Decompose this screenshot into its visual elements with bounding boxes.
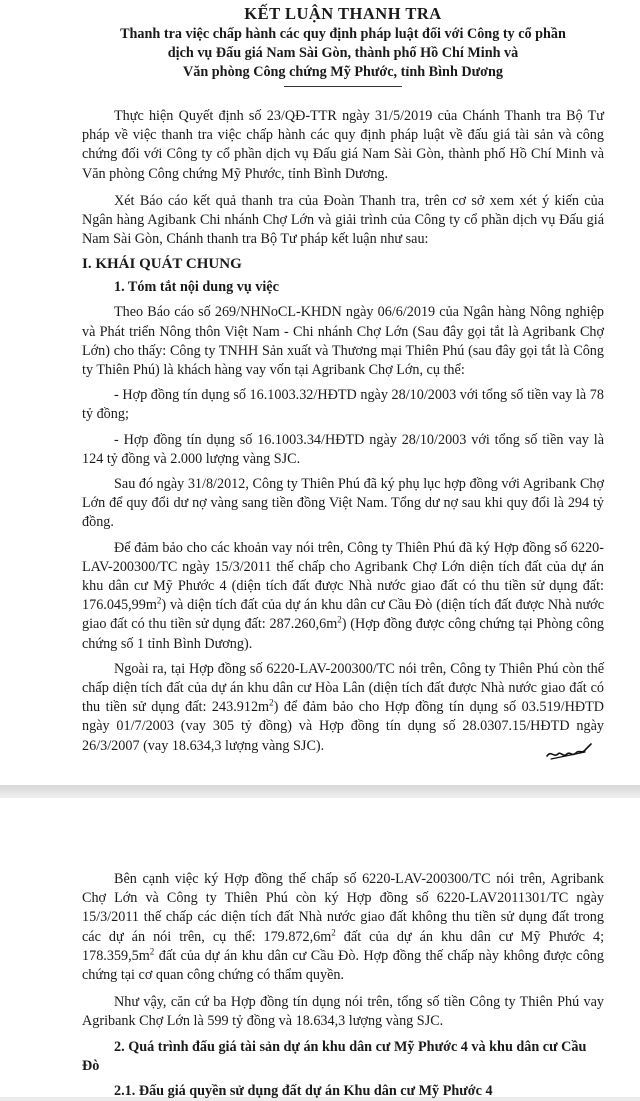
superscript: 2 (331, 926, 336, 937)
second-mortgage-paragraph (82, 870, 604, 985)
superscript: 2 (337, 614, 342, 625)
subsection-heading-2: 2. Quá trình đấu giá tài sản dự án khu dân cư Mỹ Phước 4 và khu dân cư Cầu Đò (82, 1038, 587, 1074)
subtitle-line: Thanh tra việc chấp hành các quy định pháp luật đối với Công ty cổ phần (120, 26, 566, 42)
second-mortgage-text-c: đất của dự án khu dân cư Cầu Đò. Hợp đồng thế chấp này không được công chứng tại cơ quan công chứng có thẩm quyền. (82, 947, 604, 984)
appendix-paragraph: Sau đó ngày 31/8/2012, Công ty Thiên Phú đã ký phụ lục hợp đồng với Agribank Chợ Lớn để quy đổi dư nợ vàng sang tiền đồng Việt Nam. Tổng dư nợ sau khi quy đổi là 294 tỷ đồng. (82, 476, 604, 531)
contract-item-2: - Hợp đồng tín dụng số 16.1003.34/HĐTD ngày 28/10/2003 với tổng số tiền vay là 124 tỷ đồng và 2.000 lượng vàng SJC. (82, 431, 604, 467)
subtitle-line: dịch vụ Đấu giá Nam Sài Gòn, thành phố Hồ Chí Minh và (167, 45, 519, 61)
signature-initial (545, 740, 593, 764)
title-underline (284, 86, 402, 87)
intro-paragraph: Thực hiện Quyết định số 23/QĐ-TTR ngày 31/5/2019 của Chánh Thanh tra Bộ Tư pháp về việc thanh tra việc chấp hành các quy định pháp luật về đấu giá tài sản và công chứng đối với Công ty cổ phần dịch vụ Đấu giá Nam Sài Gòn, thành phố Hồ Chí Minh và Văn phòng Công chứng Mỹ Phước, tỉnh Bình Dương. (82, 108, 604, 182)
superscript: 2 (156, 595, 162, 606)
total-loan-paragraph: Như vậy, căn cứ ba Hợp đồng tín dụng nói trên, tổng số tiền Công ty Thiên Phú vay Agribank Chợ Lớn là 599 tỷ đồng và 18.634,3 lượng vàng SJC. (82, 994, 604, 1030)
intro-paragraph-2: Xét Báo cáo kết quả thanh tra của Đoàn Thanh tra, trên cơ sở xem xét ý kiến của Ngân hàng Agibank Chi nhánh Chợ Lớn và giải trình của Công ty cổ phần dịch vụ Đấu giá Nam Sài Gòn, Chánh thanh tra Bộ Tư pháp kết luận như sau: (82, 192, 604, 248)
report-paragraph: Theo Báo cáo số 269/NHNoCL-KHDN ngày 06/6/2019 của Ngân hàng Nông nghiệp và Phát triển Nông thôn Việt Nam - Chi nhánh Chợ Lớn (Sau đây gọi tắt là Agribank Chợ Lớn) cho thấy: Công ty TNHH Sản xuất và Thương mại Thiên Phú (sau đây gọi tắt là Công ty Thiên Phú) là khách hàng vay vốn tại Agribank Chợ Lớn, cụ thể: (82, 304, 604, 379)
page-separator (0, 785, 640, 798)
subtitle-line: Văn phòng Công chứng Mỹ Phước, tỉnh Bình Dương (183, 64, 503, 80)
document-title: KẾT LUẬN THANH TRA (244, 4, 442, 23)
mortgage-text-a: Để đảm bảo cho các khoản vay nói trên, Công ty Thiên Phú đã ký Hợp đồng số 6220-LAV-200300/TC ngày 15/3/2011 thế chấp cho Agribank Chợ Lớn diện tích đất của dự án khu dân cư Mỹ Phước 4 (diện tích đất được Nhà nước giao đất có thu tiền sử dụng đất: 176.045,99m (82, 539, 604, 614)
mortgage-text-c: ) (Hợp đồng được công chứng tại Phòng công chứng số 1 tỉnh Bình Dương). (82, 616, 605, 652)
superscript: 2 (269, 697, 274, 708)
hoa-lan-text-a: Ngoài ra, tại Hợp đồng số 6220-LAV-200300/TC nói trên, Công ty Thiên Phú còn thế chấp diện tích đất của dự án khu dân cư Hòa Lân (diện tích đất được Nhà nước giao đất có thu tiền sử dụng đất: 243.912m (82, 660, 604, 716)
subsection-heading-1: 1. Tóm tắt nội dung vụ việc (114, 279, 279, 296)
hoa-lan-paragraph (82, 660, 604, 756)
second-mortgage-text-a: Bên cạnh việc ký Hợp đồng thế chấp số 6220-LAV-200300/TC nói trên, Agribank Chợ Lớn và Công ty Thiên Phú còn ký Hợp đồng số 6220-LAV2011301/TC ngày 15/3/2011 thế chấp các diện tích đất Nhà nước giao đất không thu tiền sử dụng đất trong các dự án nói trên, cụ thể: 179.872,6m (82, 871, 604, 945)
superscript: 2 (149, 946, 155, 957)
second-mortgage-text-b: đất của dự án khu dân cư Mỹ Phước 4; 178.359,5m (82, 928, 605, 964)
contract-item-1: - Hợp đồng tín dụng số 16.1003.32/HĐTD ngày 28/10/2003 với tổng số tiền vay là 78 tỷ đồng; (82, 387, 604, 423)
hoa-lan-text-b: ) để đảm bảo cho Hợp đồng tín dụng số 03.519/HĐTD ngày 01/7/2003 (vay 305 tỷ đồng) và Hợp đồng tín dụng số 28.0307.15/HĐTD ngày 26/3/2007 (vay 18.634,3 lượng vàng SJC). (82, 699, 604, 754)
mortgage-paragraph (82, 539, 604, 654)
document-subtitle (82, 25, 604, 82)
document-page-2 (0, 798, 640, 1097)
mortgage-text-b: ) và diện tích đất của dự án khu dân cư Cầu Đò (diện tích đất được Nhà nước giao đất có thu tiền sử dụng đất: 287.260,6m (82, 597, 604, 633)
subsection-heading-2-1: 2.1. Đấu giá quyền sử dụng đất dự án Khu dân cư Mỹ Phước 4 (114, 1082, 493, 1099)
section-heading-1: I. KHÁI QUÁT CHUNG (82, 256, 242, 273)
